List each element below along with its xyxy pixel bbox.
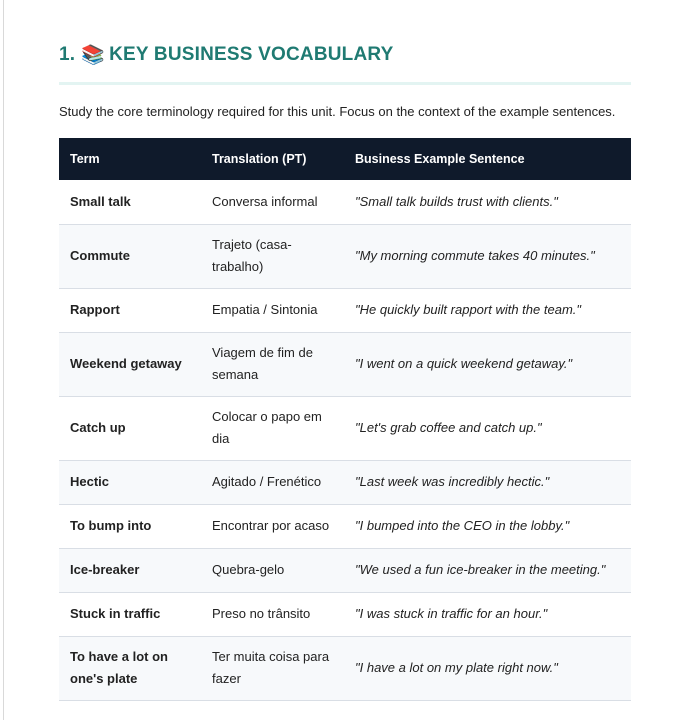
table-row <box>59 224 631 288</box>
table-header-row <box>59 138 631 180</box>
column-header-term: Term <box>70 152 100 166</box>
example-cell: "I was stuck in traffic for an hour." <box>355 606 548 621</box>
term-cell: Ice-breaker <box>70 562 140 577</box>
books-icon: 📚 <box>81 44 106 66</box>
term-cell: To have a lot on one's plate <box>70 649 168 686</box>
section-number: 1. <box>59 44 76 65</box>
intro-paragraph: Study the core terminology required for this unit. Focus on the context of the example sentences. <box>59 104 616 119</box>
example-cell: "Last week was incredibly hectic." <box>355 474 550 489</box>
page-left-border <box>3 0 4 720</box>
example-cell: "We used a fun ice-breaker in the meeting." <box>355 562 606 577</box>
table-row <box>59 636 631 700</box>
translation-cell: Agitado / Frenético <box>212 474 322 489</box>
term-cell: To bump into <box>70 518 152 533</box>
term-cell: Rapport <box>70 302 120 317</box>
translation-cell: Conversa informal <box>212 193 318 209</box>
example-cell: "I went on a quick weekend getaway." <box>355 356 573 371</box>
translation-cell: Trajeto (casa-trabalho) <box>212 237 292 274</box>
translation-cell: Preso no trânsito <box>212 606 311 621</box>
table-row <box>59 332 631 396</box>
table-row <box>59 460 631 504</box>
example-cell: "I have a lot on my plate right now." <box>355 660 558 675</box>
example-cell: "He quickly built rapport with the team." <box>355 302 581 317</box>
translation-cell: Encontrar por acaso <box>212 518 330 533</box>
translation-cell: Colocar o papo em dia <box>212 409 322 446</box>
term-cell: Hectic <box>70 474 110 489</box>
table-row <box>59 592 631 636</box>
column-header-translation: Translation (PT) <box>212 152 307 166</box>
section-heading <box>59 44 393 66</box>
term-cell: Small talk <box>70 193 131 209</box>
translation-cell: Quebra-gelo <box>212 562 285 577</box>
table-row <box>59 180 631 224</box>
example-cell: "Small talk builds trust with clients." <box>355 193 558 209</box>
term-cell: Commute <box>70 248 130 263</box>
heading-underline <box>59 82 631 85</box>
table-row <box>59 548 631 592</box>
translation-cell: Viagem de fim de semana <box>212 345 313 382</box>
term-cell: Weekend getaway <box>70 356 182 371</box>
example-cell: "I bumped into the CEO in the lobby." <box>355 518 570 533</box>
column-header-example: Business Example Sentence <box>355 152 525 166</box>
translation-cell: Empatia / Sintonia <box>212 302 318 317</box>
table-row <box>59 396 631 460</box>
example-cell: "My morning commute takes 40 minutes." <box>355 248 595 263</box>
vocabulary-table <box>59 138 631 701</box>
table-row <box>59 504 631 548</box>
table-row <box>59 288 631 332</box>
translation-cell: Ter muita coisa para fazer <box>212 649 330 686</box>
term-cell: Catch up <box>70 420 126 435</box>
example-cell: "Let's grab coffee and catch up." <box>355 420 542 435</box>
section-title: KEY BUSINESS VOCABULARY <box>109 44 394 65</box>
term-cell: Stuck in traffic <box>70 606 161 621</box>
